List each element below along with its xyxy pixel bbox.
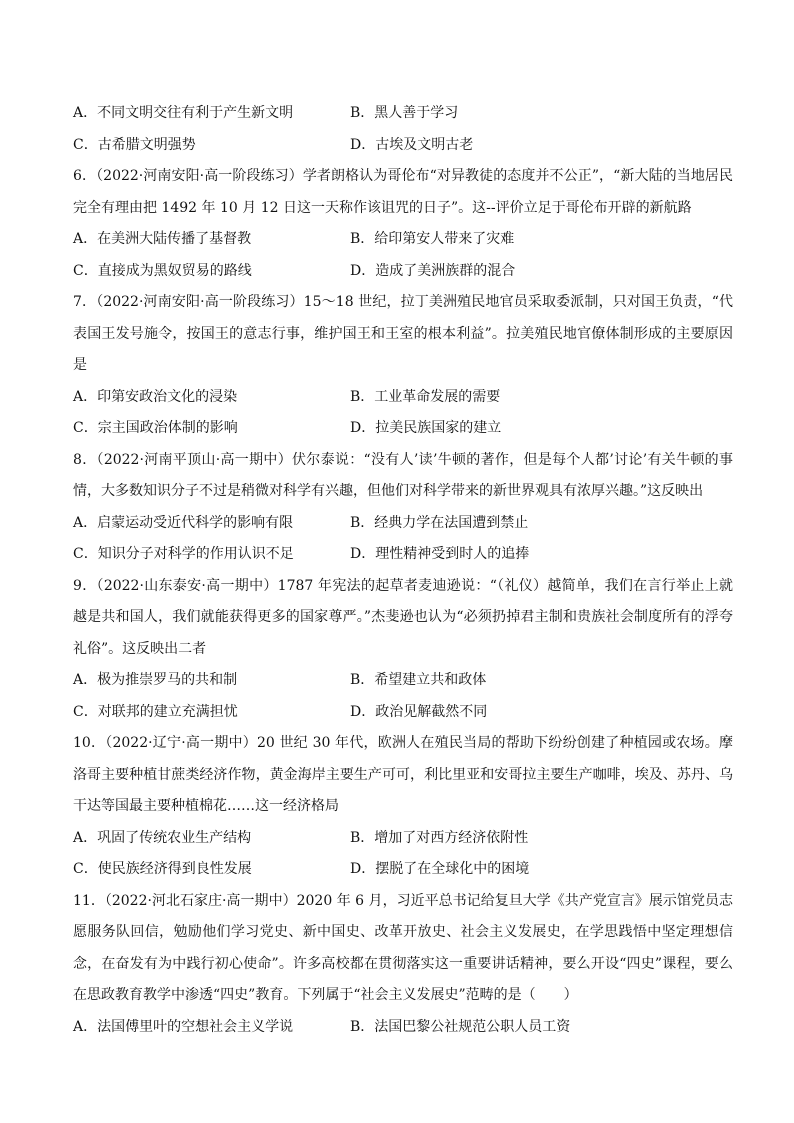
answer-option <box>350 1012 733 1044</box>
option-label: A． <box>73 388 98 405</box>
option-list <box>73 665 733 728</box>
answer-option <box>350 382 733 414</box>
option-text: 拉美民族国家的建立 <box>375 420 502 436</box>
option-text: 法国傅里叶的空想社会主义学说 <box>97 1018 294 1035</box>
answer-option <box>350 823 733 855</box>
answer-option <box>73 823 350 855</box>
answer-option <box>73 98 350 130</box>
answer-option <box>350 413 733 445</box>
option-text: 直接成为黑奴贸易的路线 <box>97 262 252 279</box>
question-3 <box>73 445 733 571</box>
option-label: C． <box>73 136 98 153</box>
option-text: 对联邦的建立充满担忧 <box>97 703 238 720</box>
option-text: 在美洲大陆传播了基督教 <box>97 231 252 247</box>
option-text: 启蒙运动受近代科学的影响有限 <box>97 514 294 531</box>
answer-option <box>73 854 350 886</box>
question-4 <box>73 571 733 729</box>
option-list <box>73 823 733 886</box>
option-label: B． <box>350 105 375 121</box>
answer-option <box>350 697 733 729</box>
answer-option <box>73 224 350 256</box>
question-stem: 8．（2022·河南平顶山·高一期中）伏尔泰说：“没有人’读’牛顿的著作，但是每个人都’讨论’有关牛顿的事情，大多数知识分子不过是稍微对科学有兴趣，但他们对科学带来的新世界观具有浓厚兴趣。”这反映出 <box>73 451 733 499</box>
option-text: 工业革命发展的需要 <box>374 388 501 405</box>
option-text: 古埃及文明古老 <box>375 136 474 153</box>
question-6 <box>73 886 733 1044</box>
answer-option <box>350 224 733 256</box>
answer-option <box>350 130 733 162</box>
answer-option <box>73 413 350 445</box>
answer-option <box>73 665 350 697</box>
answer-option <box>73 508 350 540</box>
question-list <box>73 98 733 1043</box>
option-label: D． <box>350 861 376 877</box>
question-5 <box>73 728 733 886</box>
option-text: 摆脱了在全球化中的困境 <box>375 861 530 877</box>
question-0 <box>73 98 733 161</box>
question-stem: 9．（2022·山东泰安·高一期中）1787 年宪法的起草者麦迪逊说：“（礼仪）越简单，我们在言行举止上就越是共和国人，我们就能获得更多的国家尊严。”杰斐逊也认为“必须扔掉君主制和贵族社会制度所有的浮夸礼俗”。这反映出二者 <box>73 577 733 657</box>
option-label: A． <box>73 231 98 247</box>
option-text: 知识分子对科学的作用认识不足 <box>97 546 294 562</box>
option-label: B． <box>350 829 375 846</box>
option-text: 增加了对西方经济依附性 <box>374 829 529 846</box>
question-1 <box>73 161 733 287</box>
option-list <box>73 98 733 161</box>
option-list <box>73 1012 733 1044</box>
option-text: 造成了美洲族群的混合 <box>375 262 516 279</box>
answer-option <box>350 98 733 130</box>
option-label: A． <box>73 829 98 846</box>
option-text: 希望建立共和政体 <box>374 672 487 688</box>
option-label: B． <box>350 672 375 688</box>
option-text: 极为推崇罗马的共和制 <box>97 672 238 688</box>
answer-option <box>350 854 733 886</box>
question-2 <box>73 287 733 445</box>
option-label: D． <box>350 136 376 153</box>
option-text: 政治见解截然不同 <box>375 703 488 720</box>
option-label: C． <box>73 861 98 877</box>
option-label: D． <box>350 703 376 720</box>
option-label: D． <box>350 262 376 279</box>
answer-option <box>350 508 733 540</box>
option-text: 给印第安人带来了灾难 <box>374 231 515 247</box>
option-text: 宗主国政治体制的影响 <box>97 420 238 436</box>
answer-option <box>73 130 350 162</box>
option-label: C． <box>73 703 98 720</box>
option-label: A． <box>73 105 98 121</box>
option-text: 巩固了传统农业生产结构 <box>97 829 252 846</box>
question-stem: 6．（2022·河南安阳·高一阶段练习）学者朗格认为哥伦布“对异教徒的态度并不公正”，“新大陆的当地居民完全有理由把 1492 年 10 月 12 日这一天称作该诅咒的日子”。这--评价立足于哥伦布开辟的新航路 <box>73 168 733 216</box>
option-label: D． <box>350 546 376 562</box>
option-label: C． <box>73 546 98 562</box>
option-text: 经典力学在法国遭到禁止 <box>374 514 529 531</box>
option-label: D． <box>350 420 376 436</box>
option-label: B． <box>350 514 375 531</box>
option-text: 理性精神受到时人的追捧 <box>375 546 530 562</box>
option-label: C． <box>73 420 98 436</box>
option-text: 古希腊文明强势 <box>97 136 196 153</box>
option-label: C． <box>73 262 98 279</box>
option-label: B． <box>350 231 375 247</box>
answer-option <box>73 539 350 571</box>
answer-option <box>73 382 350 414</box>
option-label: A． <box>73 514 98 531</box>
option-text: 黑人善于学习 <box>374 105 459 121</box>
option-text: 不同文明交往有利于产生新文明 <box>97 105 294 121</box>
answer-option <box>73 1012 350 1044</box>
option-label: A． <box>73 1018 98 1035</box>
answer-option <box>350 665 733 697</box>
option-text: 法国巴黎公社规范公职人员工资 <box>374 1018 571 1035</box>
option-text: 印第安政治文化的浸染 <box>97 388 238 405</box>
option-label: B． <box>350 1018 375 1035</box>
question-stem: 11．（2022·河北石家庄·高一期中）2020 年 6 月，习近平总书记给复旦大学《共产党宣言》展示馆党员志愿服务队回信，勉励他们学习党史、新中国史、改革开放史、社会主义发展史，在学思践悟中坚定理想信念，在奋发有为中践行初心使命”。许多高校都在贯彻落实这一重要讲话精神，要么开设“四史”课程，要么在思政教育教学中渗透“四史”教育。下列属于“社会主义发展史”范畴的是（ ） <box>73 892 733 1003</box>
answer-option <box>73 256 350 288</box>
option-list <box>73 382 733 445</box>
option-label: A． <box>73 672 98 688</box>
answer-option <box>73 697 350 729</box>
question-stem: 7．（2022·河南安阳·高一阶段练习）15～18 世纪，拉丁美洲殖民地官员采取委派制，只对国王负责，“代表国王发号施令，按国王的意志行事，维护国王和王室的根本利益”。拉美殖民地官僚体制形成的主要原因是 <box>73 294 733 373</box>
option-label: B． <box>350 388 375 405</box>
option-list <box>73 224 733 287</box>
option-text: 使民族经济得到良性发展 <box>97 861 252 877</box>
answer-option <box>350 256 733 288</box>
answer-option <box>350 539 733 571</box>
option-list <box>73 508 733 571</box>
question-stem: 10．（2022·辽宁·高一期中）20 世纪 30 年代，欧洲人在殖民当局的帮助下纷纷创建了种植园或农场。摩洛哥主要种植甘蔗类经济作物，黄金海岸主要生产可可，利比里亚和安哥拉主要生产咖啡，埃及、苏丹、乌干达等国最主要种植棉花……这一经济格局 <box>73 735 733 814</box>
